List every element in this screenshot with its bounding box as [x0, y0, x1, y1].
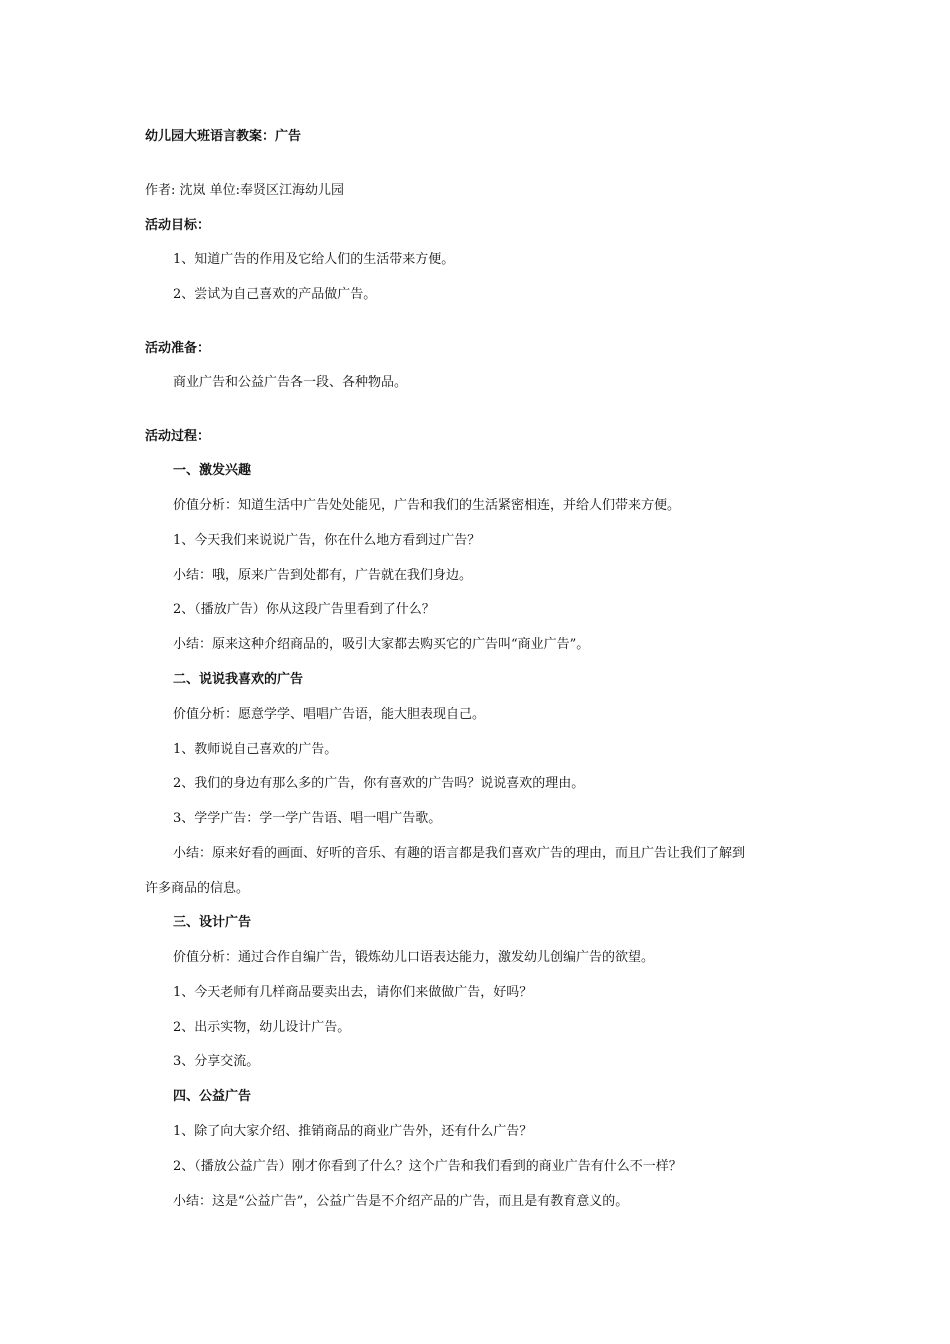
document-title: 幼儿园大班语言教案：广告: [145, 129, 302, 144]
section-line: 小结：原来好看的画面、好听的音乐、有趣的语言都是我们喜欢广告的理由，而且广告让我们了解到: [173, 846, 746, 861]
section-line: 许多商品的信息。: [145, 881, 250, 896]
section-line: 2、出示实物，幼儿设计广告。: [173, 1020, 351, 1035]
section-line: 价值分析：知道生活中广告处处能见，广告和我们的生活紧密相连，并给人们带来方便。: [173, 498, 681, 513]
section-heading: 二、说说我喜欢的广告: [173, 672, 304, 687]
prep-text: 商业广告和公益广告各一段、各种物品。: [173, 375, 408, 390]
section-line: 小结：哦，原来广告到处都有，广告就在我们身边。: [173, 568, 473, 583]
section-heading: 三、设计广告: [173, 915, 252, 930]
prep-heading: 活动准备：: [145, 341, 211, 356]
section-line: 1、除了向大家介绍、推销商品的商业广告外，还有什么广告？: [173, 1124, 533, 1139]
goal-item: 1、知道广告的作用及它给人们的生活带来方便。: [173, 252, 455, 267]
section-heading: 四、公益广告: [173, 1089, 252, 1104]
section-line: 3、分享交流。: [173, 1054, 260, 1069]
section-line: 价值分析：愿意学学、唱唱广告语，能大胆表现自己。: [173, 707, 486, 722]
section-line: 小结：这是“公益广告”，公益广告是不介绍产品的广告，而且是有教育意义的。: [173, 1194, 629, 1209]
section-line: 价值分析：通过合作自编广告，锻炼幼儿口语表达能力，激发幼儿创编广告的欲望。: [173, 950, 655, 965]
section-line: 3、学学广告：学一学广告语、唱一唱广告歌。: [173, 811, 442, 826]
process-heading: 活动过程：: [145, 429, 211, 444]
section-line: 2、（播放公益广告）刚才你看到了什么？这个广告和我们看到的商业广告有什么不一样？: [173, 1159, 682, 1174]
section-line: 1、今天我们来说说广告，你在什么地方看到过广告？: [173, 533, 481, 548]
section-line: 2、（播放广告）你从这段广告里看到了什么？: [173, 602, 435, 617]
section-line: 2、我们的身边有那么多的广告，你有喜欢的广告吗？说说喜欢的理由。: [173, 776, 585, 791]
author-line: 作者: 沈岚 单位:奉贤区江海幼儿园: [145, 183, 345, 198]
section-line: 1、教师说自己喜欢的广告。: [173, 742, 338, 757]
goals-heading: 活动目标：: [145, 218, 211, 233]
goal-item: 2、尝试为自己喜欢的产品做广告。: [173, 287, 377, 302]
section-heading: 一、激发兴趣: [173, 463, 252, 478]
section-line: 小结：原来这种介绍商品的，吸引大家都去购买它的广告叫“商业广告”。: [173, 637, 590, 652]
section-line: 1、今天老师有几样商品要卖出去，请你们来做做广告，好吗？: [173, 985, 533, 1000]
